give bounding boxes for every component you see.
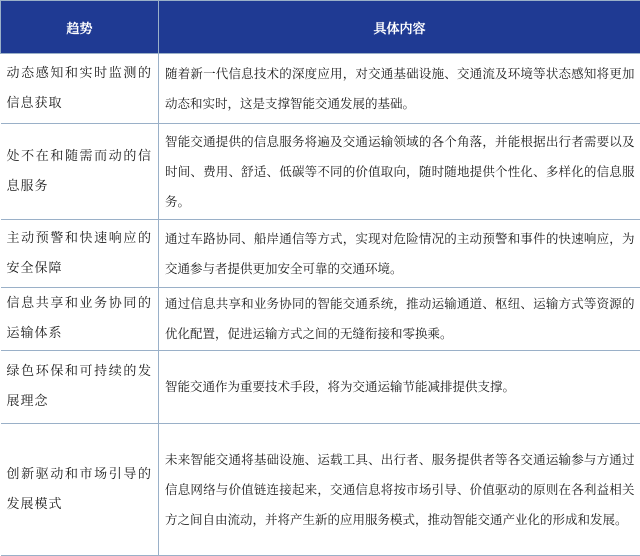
trend-cell: 处不在和随需而动的信息服务 bbox=[1, 124, 159, 220]
content-cell: 通过车路协同、船岸通信等方式，实现对危险情况的主动预警和事件的快速响应，为交通参与者提供更加安全可靠的交通环境。 bbox=[159, 220, 640, 288]
content-cell: 随着新一代信息技术的深度应用，对交通基础设施、交通流及环境等状态感知将更加动态和实时，这是支撑智能交通发展的基础。 bbox=[159, 54, 640, 124]
table-row bbox=[1, 124, 640, 220]
table-header-row bbox=[1, 1, 640, 54]
table-row bbox=[1, 220, 640, 288]
column-header-trend: 趋势 bbox=[1, 1, 159, 54]
trend-cell: 创新驱动和市场引导的发展模式 bbox=[1, 424, 159, 556]
content-cell: 未来智能交通将基础设施、运载工具、出行者、服务提供者等各交通运输参与方通过信息网络与价值链连接起来，交通信息将按市场引导、价值驱动的原则在各利益相关方之间自由流动，并将产生新的应用服务模式，推动智能交通产业化的形成和发展。 bbox=[159, 424, 640, 556]
trend-cell: 主动预警和快速响应的安全保障 bbox=[1, 220, 159, 288]
content-cell: 智能交通作为重要技术手段，将为交通运输节能减排提供支撑。 bbox=[159, 351, 640, 424]
trend-cell: 信息共享和业务协同的运输体系 bbox=[1, 288, 159, 351]
trend-cell: 绿色环保和可持续的发展理念 bbox=[1, 351, 159, 424]
table-row bbox=[1, 351, 640, 424]
content-cell: 通过信息共享和业务协同的智能交通系统，推动运输通道、枢纽、运输方式等资源的优化配置，促进运输方式之间的无缝衔接和零换乘。 bbox=[159, 288, 640, 351]
column-header-content: 具体内容 bbox=[159, 1, 640, 54]
table-row bbox=[1, 54, 640, 124]
content-cell: 智能交通提供的信息服务将遍及交通运输领域的各个角落，并能根据出行者需要以及时间、费用、舒适、低碳等不同的价值取向，随时随地提供个性化、多样化的信息服务。 bbox=[159, 124, 640, 220]
table-row bbox=[1, 288, 640, 351]
trend-cell: 动态感知和实时监测的信息获取 bbox=[1, 54, 159, 124]
table-row bbox=[1, 424, 640, 556]
